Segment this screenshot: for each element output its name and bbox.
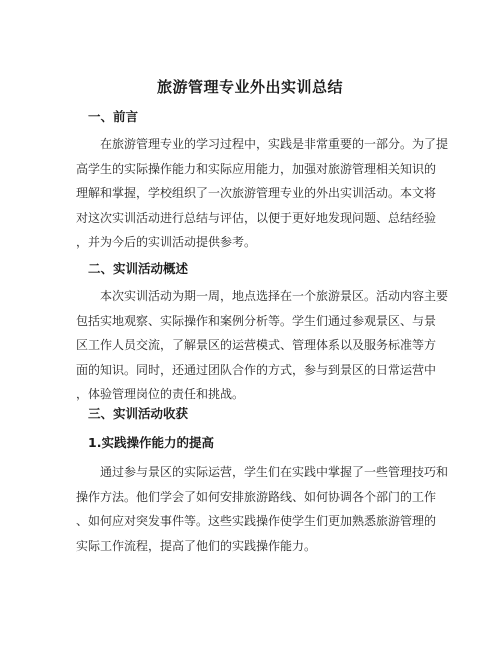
section-heading-gains: 三、实训活动收获: [88, 406, 189, 421]
paragraph-line: ，体验管理岗位的责任和挑战。: [76, 387, 245, 401]
paragraph-line: 通过参与景区的实际运营，学生们在实践中掌握了一些管理技巧和: [100, 465, 449, 479]
paragraph-line: 本次实训活动为期一周，地点选择在一个旅游景区。活动内容主要: [100, 289, 449, 303]
practical-skills-paragraph: [76, 460, 449, 558]
paragraph-line: 对这次实训活动进行总结与评估，以便于更好地发现问题、总结经验: [76, 210, 437, 225]
paragraph-line: 理解和掌握，学校组织了一次旅游管理专业的外出实训活动。本文将: [76, 186, 437, 200]
paragraph-line: 面的知识。同时，还通过团队合作的方式，参与到景区的日常运营中: [76, 362, 437, 377]
preface-paragraph: [76, 132, 449, 255]
overview-paragraph: [76, 284, 449, 407]
paragraph-line: 操作方法。他们学会了如何安排旅游路线、如何协调各个部门的工作: [76, 489, 437, 504]
paragraph-line: 包括实地观察、实际操作和案例分析等。学生们通过参观景区、与景: [76, 313, 437, 328]
subsection-heading-practical-skills: 1.实践操作能力的提高: [88, 435, 214, 450]
paragraph-line: 高学生的实际操作能力和实际应用能力，加强对旅游管理相关知识的: [76, 161, 437, 176]
paragraph-line: 在旅游管理专业的学习过程中，实践是非常重要的一部分。为了提: [100, 137, 449, 151]
paragraph-line: 区工作人员交流，了解景区的运营模式、管理体系以及服务标准等方: [76, 338, 437, 352]
paragraph-line: ，并为今后的实训活动提供参考。: [76, 235, 257, 249]
section-heading-preface: 一、前言: [88, 109, 139, 124]
document-title: 旅游管理专业外出实训总结: [156, 78, 343, 96]
section-heading-overview: 二、实训活动概述: [88, 261, 189, 276]
paragraph-line: 实际工作流程，提高了他们的实践操作能力。: [76, 538, 317, 553]
paragraph-line: 、如何应对突发事件等。这些实践操作使学生们更加熟悉旅游管理的: [76, 514, 437, 528]
